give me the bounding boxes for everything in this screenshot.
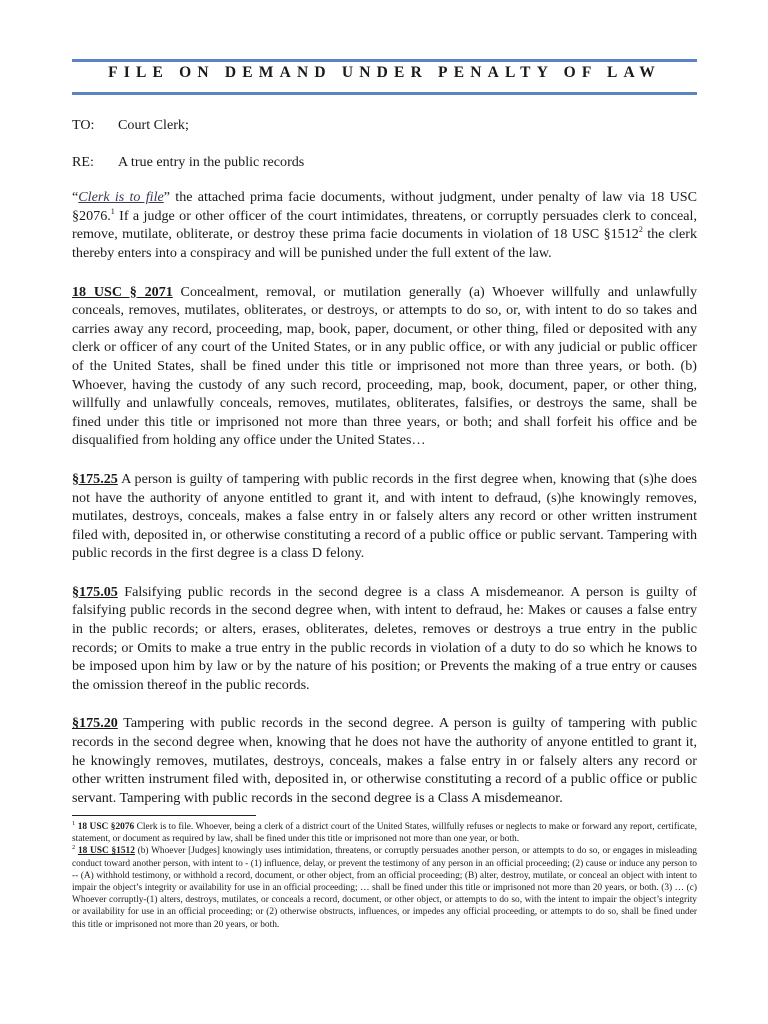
section-175-20: [72, 714, 697, 807]
footnote-text: Clerk is to file. Whoever, being a clerk of a district court of the United States, willfully refuses or neglects to make or forward any report, certificate, statement, or document as required by law, shall be fined under this title or imprisoned not more than one year, or both.: [72, 822, 698, 845]
title-bottom-rule: [72, 92, 697, 95]
section-lead: §175.05: [72, 583, 118, 600]
intro-text-c: the clerk thereby enters into a conspiracy and will be punished under the full extent of the law.: [72, 226, 697, 261]
footnotes: [72, 821, 697, 931]
footnote-lead: 18 USC §2076: [77, 822, 135, 832]
section-lead: 18 USC § 2071: [72, 283, 173, 300]
footnote-lead: 18 USC §1512: [77, 846, 135, 857]
footnote-2: [72, 845, 697, 930]
to-value: Court Clerk;: [118, 117, 189, 133]
title-top-rule: [72, 59, 697, 62]
intro-text-a: ” the attached prima facie documents, without judgment, under penalty of law via 18 USC §2076.: [72, 189, 697, 224]
section-text: Concealment, removal, or mutilation generally (a) Whoever willfully and unlawfully conceals, removes, mutilates, obliterates, or destroys, or attempts to do so, or, with intent to do so takes and carries away any record, proceeding, map, book, paper, document, or other thing, filed or deposited with any clerk or officer of any court of the United States, or in any public office, or with any judicial or public officer of the United States, shall be fined under this title or imprisoned not more than three years, or both. (b) Whoever, having the custody of any such record, proceeding, map, book, document, paper, or other thing, willfully and unlawfully conceals, removes, mutilates, obliterates, falsifies, or destroys the same, shall be fined under this title or imprisoned not more than three years, or both; and shall forfeit his office and be disqualified from holding any office under the United States…: [72, 283, 698, 449]
clerk-is-to-file-phrase: Clerk is to file: [78, 189, 164, 206]
footnote-number: 2: [72, 844, 76, 852]
footnote-separator: [72, 815, 256, 816]
section-18-usc-2071: [72, 283, 697, 450]
re-label: RE:: [72, 153, 94, 170]
document-body: [72, 116, 697, 807]
page-title: FILE ON DEMAND UNDER PENALTY OF LAW: [108, 64, 661, 81]
intro-paragraph: [72, 188, 697, 262]
footnote-number: 1: [72, 820, 76, 827]
re-line: [72, 153, 697, 172]
intro-open-quote: “: [72, 189, 79, 206]
section-175-05: [72, 583, 697, 695]
section-text: Falsifying public records in the second degree is a class A misdemeanor. A person is guilty of falsifying public records in the second degree when, with intent to defraud, he: Makes or causes a false entry in the public records; or alters, erases, obliterates, deletes, removes or destroys a true entry in the public records; or Omits to make a true entry in the public records in violation of a duty to do so which he knows to be imposed upon him by law or by the nature of his position; or Prevents the making of a true entry or causes the omission thereof in the public records.: [72, 583, 697, 693]
section-text: Tampering with public records in the second degree. A person is guilty of tampering with public records in the second degree when, knowing that he does not have the authority of anyone entitled to grant it, he knowingly removes, mutilates, destroys, conceals, makes a false entry in or falsely alters any record or other written instrument filed with, deposited in, or otherwise constituting a record of a public office or public servant. Tampering with public records in the second degree is a Class A misdemeanor.: [72, 715, 697, 806]
section-175-25: [72, 470, 697, 563]
re-value: A true entry in the public records: [118, 153, 305, 170]
footnote-ref-1[interactable]: 1: [110, 206, 115, 216]
section-lead: §175.25: [72, 470, 118, 487]
to-line: [72, 116, 697, 135]
footnote-1: [72, 821, 697, 845]
footnote-ref-2[interactable]: 2: [638, 225, 643, 235]
section-text: A person is guilty of tampering with public records in the first degree when, knowing that (s)he does not have the authority of anyone entitled to grant it, and with intent to defraud, (s)he knowingly removes, mutilates, destroys, conceals, makes a false entry in or falsely alters any record or other written instrument filed with, deposited in, or otherwise constituting a record of a public office or public servant. Tampering with public records in the first degree is a class D felony.: [72, 470, 697, 562]
section-lead: §175.20: [72, 715, 118, 732]
intro-text-b: If a judge or other officer of the court intimidates, threatens, or corruptly persuades clerk to conceal, remove, mutilate, obliterate, or destroy these prima facie documents in violation of 18 USC §1512: [72, 207, 697, 243]
to-label: TO:: [72, 117, 95, 133]
footnote-text: (b) Whoever [Judges] knowingly uses intimidation, threatens, or corruptly persuades another person, or attempts to do so, or engages in misleading conduct toward another person, with intent to - (1) influence, delay, or prevent the testimony of any person in an official proceeding; (2) cause or induce any person to -- (A) withhold testimony, or withhold a record, document, or other object, from an official proceeding; (B) alter, destroy, mutilate, or conceal an object with intent to impair the object’s integrity or availability for use in an official proceeding; … shall be fined under this title or imprisoned not more than 20 years, or both. (3) … (c) Whoever corruptly-(1) alters, destroys, mutilates, or conceals a record, document, or other object, or attempts to do so, with the intent to impair the object’s integrity or availability for use in an official proceeding; or (2) otherwise obstructs, influences, or impedes any official proceeding, or attempts to do so, shall be fined under this title or imprisoned not more than 20 years, or both.: [72, 846, 697, 930]
